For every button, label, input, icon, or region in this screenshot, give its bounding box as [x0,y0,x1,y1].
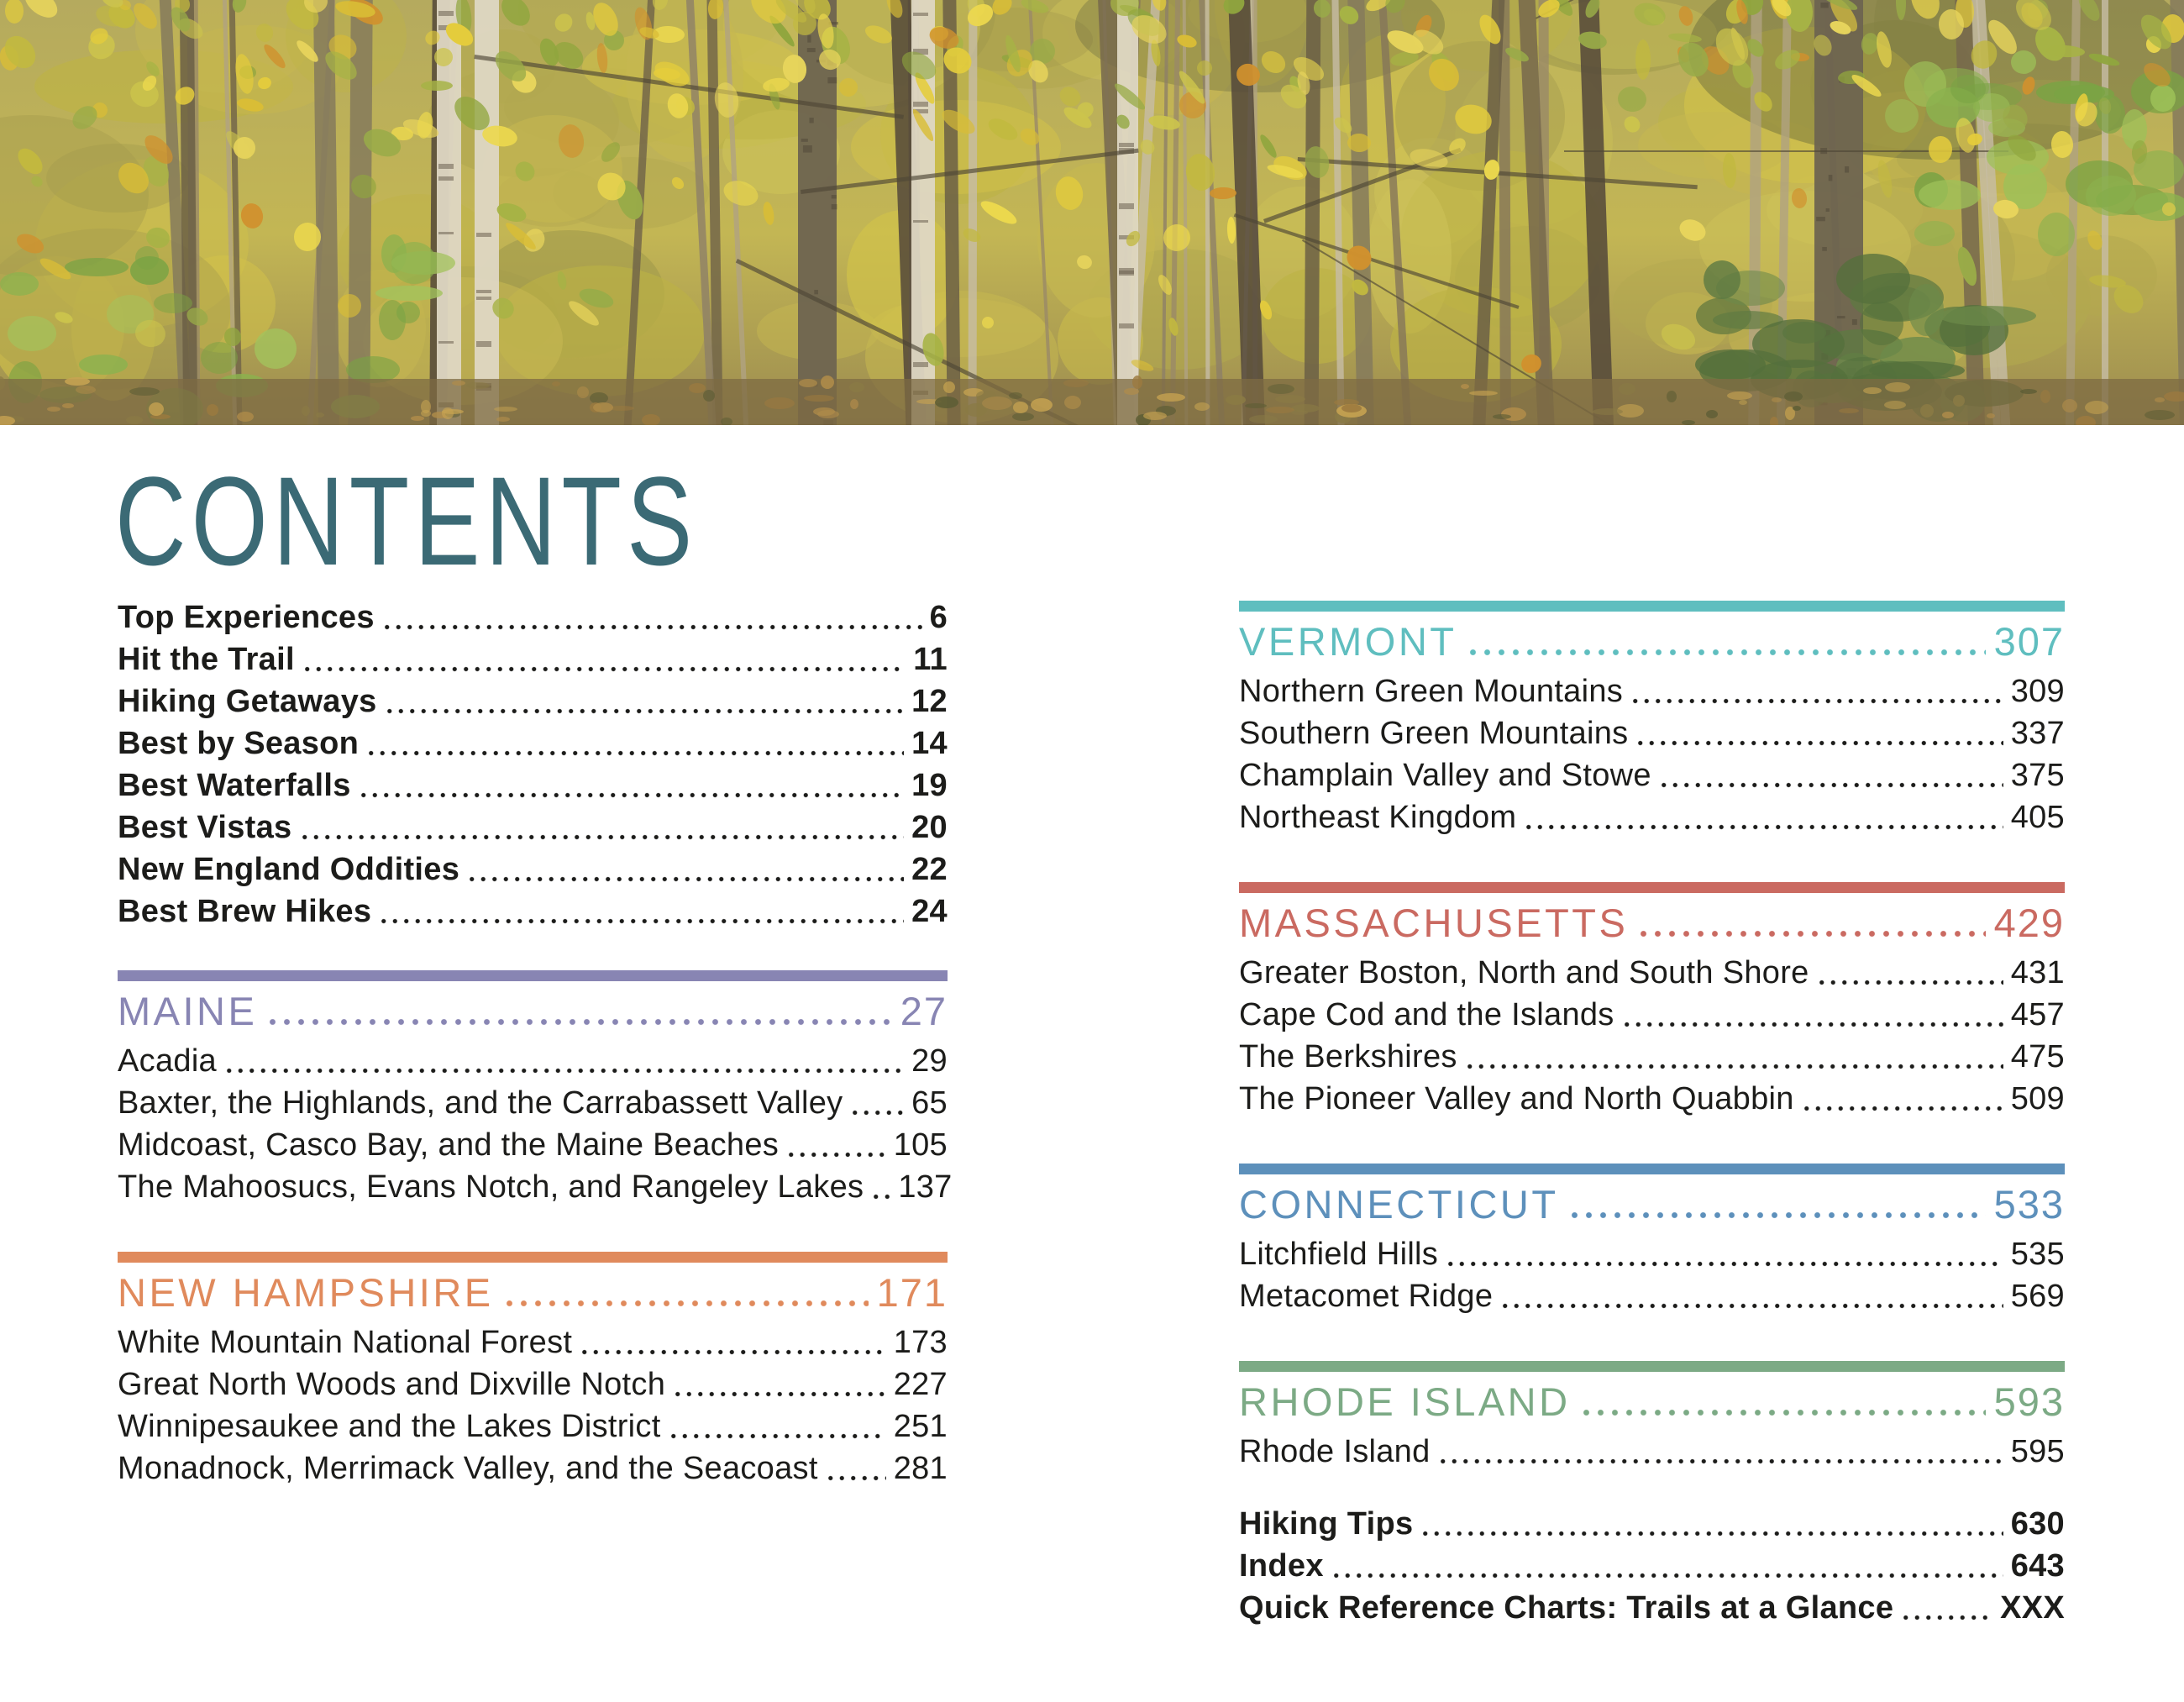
left-sections [118,970,953,1489]
toc-row [118,1166,953,1208]
section-header-row [118,988,948,1035]
toc-row [118,1405,948,1447]
right-sections [1239,601,2065,1473]
dot-leader [299,833,905,848]
section-page-number: 429 [1993,901,2065,945]
toc-entry-label: Monadnock, Merrimack Valley, and the Seacoast [118,1451,818,1486]
toc-entry-label: Rhode Island [1239,1434,1431,1469]
toc-entry-label: Hit the Trail [118,642,295,677]
toc-entry-label: Top Experiences [118,600,375,635]
toc-section-maine [118,970,953,1208]
dot-leader [825,1474,886,1489]
toc-entry-label: Hiking Tips [1239,1506,1414,1542]
toc-entry-label: Index [1239,1548,1324,1584]
dot-leader [302,665,906,680]
toc-entry-label: Cape Cod and the Islands [1239,997,1614,1032]
toc-entry-page: 14 [911,726,948,761]
toc-entry-label: Hiking Getaways [118,684,377,719]
section-entry-list [118,1040,953,1208]
toc-column-right [1239,601,2065,1629]
dot-leader [502,1299,869,1316]
dot-leader [1579,1408,1986,1426]
section-page-number: 307 [1993,619,2065,664]
toc-entry-page: 20 [911,810,948,845]
toc-entry-label: Best Waterfalls [118,768,351,803]
toc-entry-label: The Mahoosucs, Evans Notch, and Rangeley Lakes [118,1169,864,1205]
dot-leader [1466,648,1986,665]
toc-row [1239,754,2065,796]
toc-column-left [118,596,953,1489]
toc-row [118,680,948,722]
section-header-row [118,1269,948,1316]
toc-entry-label: Great North Woods and Dixville Notch [118,1367,666,1402]
toc-entry-page: 643 [2010,1548,2065,1584]
toc-entry-label: The Berkshires [1239,1039,1457,1074]
toc-entry-label: Quick Reference Charts: Trails at a Glance [1239,1590,1894,1626]
toc-entry-label: Litchfield Hills [1239,1237,1439,1272]
toc-entry-page: 405 [2010,800,2065,835]
dot-leader [1636,929,1985,947]
toc-row [1239,994,2065,1036]
dot-leader [870,1193,890,1208]
dot-leader [1816,979,2003,994]
section-header-row [1239,1181,2065,1228]
toc-entry-page: 6 [929,600,948,635]
page-title: CONTENTS [115,450,698,591]
toc-row [1239,952,2065,994]
section-title: MASSACHUSETTS [1239,901,1629,945]
dot-leader [466,875,904,890]
section-page-number: 533 [1993,1182,2065,1227]
section-entry-list [1239,1431,2065,1473]
dot-leader [384,707,905,722]
toc-row [118,596,948,638]
dot-leader [1621,1021,2003,1036]
toc-entry-label: White Mountain National Forest [118,1325,573,1360]
toc-row [118,1124,948,1166]
dot-leader [378,917,904,932]
section-color-bar [118,970,948,981]
section-entry-list [1239,1233,2065,1317]
dot-leader [381,623,922,638]
front-matter-list [118,596,948,932]
section-color-bar [118,1252,948,1263]
section-title: CONNECTICUT [1239,1182,1559,1227]
toc-entry-page: 19 [911,768,948,803]
section-entry-list [118,1321,948,1489]
dot-leader [365,749,904,764]
toc-entry-page: 630 [2010,1506,2065,1542]
dot-leader [223,1067,904,1082]
dot-leader [1445,1260,2003,1275]
dot-leader [1630,697,2003,712]
toc-row [1239,1275,2065,1317]
dot-leader [1801,1105,2003,1120]
dot-leader [358,791,905,806]
toc-row [1239,712,2065,754]
toc-entry-label: Southern Green Mountains [1239,716,1629,751]
section-header-row [1239,618,2065,665]
toc-row [118,1447,948,1489]
toc-entry-page: 337 [2010,716,2065,751]
toc-entry-label: Northeast Kingdom [1239,800,1517,835]
toc-entry-page: 375 [2010,758,2065,793]
toc-row [1239,1036,2065,1078]
toc-entry-page: 22 [911,852,948,887]
toc-row [1239,1078,2065,1120]
section-title: NEW HAMPSHIRE [118,1270,494,1315]
section-page-number: 593 [1993,1379,2065,1424]
toc-row [118,1363,948,1405]
toc-entry-label: Winnipesaukee and the Lakes District [118,1409,661,1444]
toc-row [118,1321,948,1363]
toc-entry-page: XXX [2000,1590,2065,1626]
back-matter-list [1239,1503,2065,1629]
toc-row [118,1082,948,1124]
section-color-bar [1239,601,2065,612]
toc-section-vermont [1239,601,2065,838]
toc-row [118,764,948,806]
toc-row [118,722,948,764]
header-photo [0,0,2184,425]
toc-entry-label: Best Vistas [118,810,292,845]
section-color-bar [1239,1361,2065,1372]
toc-entry-page: 105 [893,1127,948,1163]
toc-entry-page: 11 [913,642,948,677]
dot-leader [1499,1302,2003,1317]
dot-leader [1331,1572,2003,1587]
dot-leader [1437,1458,2003,1473]
toc-entry-page: 24 [911,894,948,929]
section-title: VERMONT [1239,619,1457,664]
toc-row [1239,1587,2065,1629]
section-header-row [1239,900,2065,947]
toc-entry-page: 227 [893,1367,948,1402]
toc-section-connecticut [1239,1164,2065,1317]
toc-entry-page: 281 [893,1451,948,1486]
autumn-forest-photo [0,0,2184,425]
section-title: RHODE ISLAND [1239,1379,1571,1424]
toc-row [1239,1233,2065,1275]
toc-section-new-hampshire [118,1252,948,1489]
toc-row [1239,796,2065,838]
section-entry-list [1239,670,2065,838]
dot-leader [1567,1211,1986,1228]
section-color-bar [1239,882,2065,893]
toc-entry-page: 29 [911,1043,948,1079]
dot-leader [579,1348,885,1363]
toc-entry-page: 475 [2010,1039,2065,1074]
section-color-bar [1239,1164,2065,1174]
toc-entry-page: 251 [893,1409,948,1444]
toc-entry-page: 595 [2010,1434,2065,1469]
dot-leader [785,1151,886,1166]
toc-entry-label: Champlain Valley and Stowe [1239,758,1651,793]
section-page-number: 171 [876,1270,948,1315]
toc-section-rhode-island [1239,1361,2065,1473]
toc-entry-page: 137 [898,1169,953,1205]
dot-leader [672,1390,886,1405]
dot-leader [668,1432,886,1447]
toc-row [1239,670,2065,712]
section-entry-list [1239,952,2065,1120]
section-page-number: 27 [900,989,948,1033]
section-header-row [1239,1379,2065,1426]
dot-leader [1900,1614,1992,1629]
toc-entry-page: 65 [911,1085,948,1121]
toc-entry-label: New England Oddities [118,852,460,887]
dot-leader [1523,823,2003,838]
toc-entry-label: The Pioneer Valley and North Quabbin [1239,1081,1794,1116]
toc-entry-label: Best Brew Hikes [118,894,372,929]
toc-entry-page: 509 [2010,1081,2065,1116]
toc-row [118,890,948,932]
toc-entry-label: Northern Green Mountains [1239,674,1624,709]
dot-leader [1464,1063,2003,1078]
section-title: MAINE [118,989,258,1033]
toc-row [1239,1545,2065,1587]
toc-row [1239,1503,2065,1545]
toc-entry-page: 12 [911,684,948,719]
toc-row [1239,1431,2065,1473]
toc-row [118,848,948,890]
toc-entry-label: Metacomet Ridge [1239,1279,1494,1314]
toc-entry-label: Midcoast, Casco Bay, and the Maine Beaches [118,1127,780,1163]
toc-entry-page: 173 [893,1325,948,1360]
dot-leader [849,1109,904,1124]
toc-row [118,638,948,680]
toc-section-massachusetts [1239,882,2065,1120]
toc-entry-page: 309 [2010,674,2065,709]
toc-row [118,806,948,848]
toc-entry-page: 569 [2010,1279,2065,1314]
toc-row [118,1040,948,1082]
toc-entry-label: Best by Season [118,726,360,761]
toc-entry-page: 431 [2010,955,2065,990]
toc-entry-page: 457 [2010,997,2065,1032]
dot-leader [265,1017,891,1035]
toc-entry-label: Greater Boston, North and South Shore [1239,955,1809,990]
dot-leader [1658,781,2003,796]
toc-entry-label: Baxter, the Highlands, and the Carrabassett Valley [118,1085,843,1121]
toc-entry-page: 535 [2010,1237,2065,1272]
dot-leader [1420,1530,2003,1545]
dot-leader [1635,739,2003,754]
toc-entry-label: Acadia [118,1043,217,1079]
